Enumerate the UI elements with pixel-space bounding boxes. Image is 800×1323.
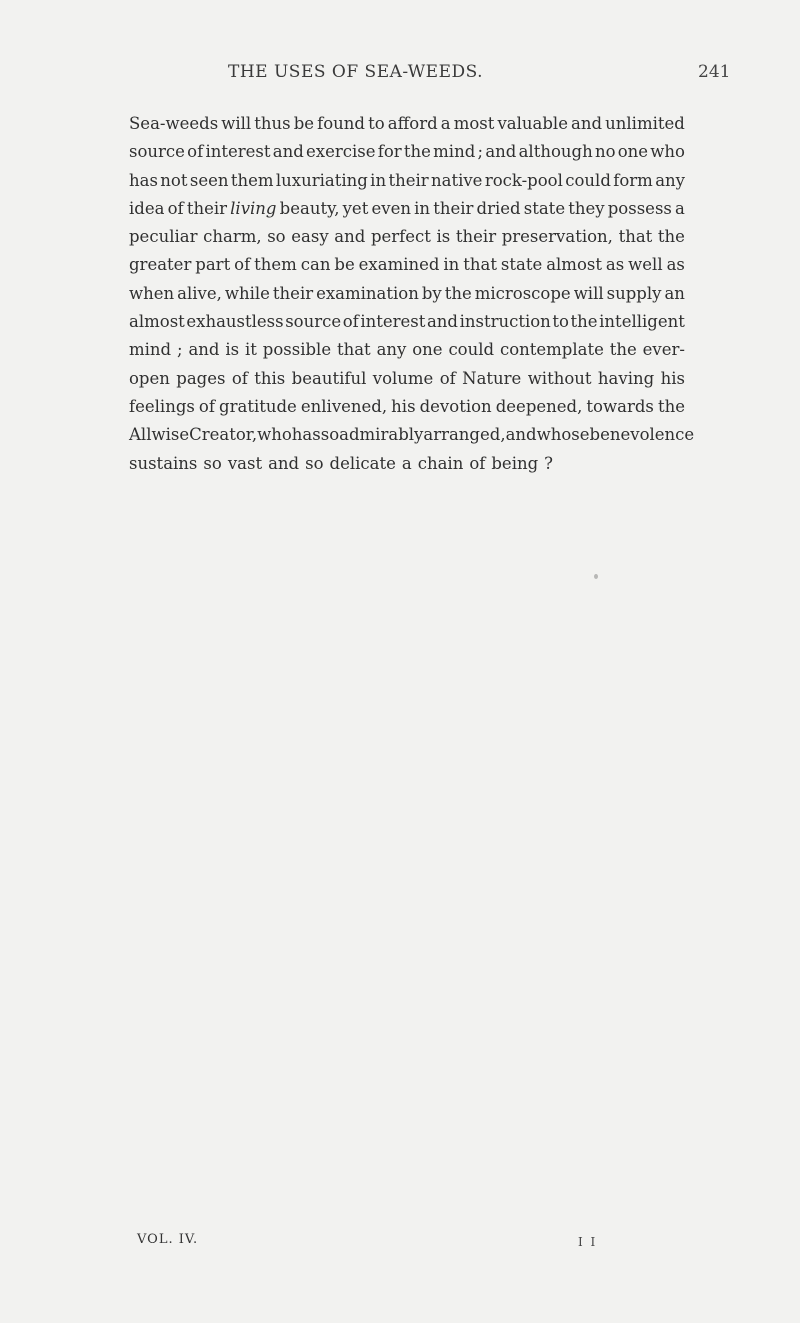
word: beauty, — [279, 198, 340, 218]
word: a — [675, 198, 685, 218]
word: chain — [417, 453, 464, 473]
word: who — [257, 425, 292, 445]
word: benevolence — [589, 425, 695, 445]
word: preservation, — [501, 227, 613, 247]
signature-mark: I I — [578, 1235, 598, 1249]
word: deepened, — [495, 396, 583, 416]
word: for — [377, 142, 402, 162]
word: devotion — [419, 396, 492, 416]
text-line — [129, 421, 695, 449]
word: Allwise — [129, 425, 190, 445]
word: idea — [129, 198, 165, 218]
word: and — [426, 312, 458, 332]
word: exhaustless — [186, 312, 284, 332]
word: their — [186, 198, 227, 218]
word: form — [613, 170, 653, 190]
word: their — [272, 283, 314, 303]
word: and — [485, 142, 517, 162]
word: an — [664, 283, 685, 303]
word: the — [570, 312, 598, 332]
word: will — [573, 283, 604, 303]
word: exercise — [306, 142, 376, 162]
text-line — [129, 450, 685, 478]
word: a — [401, 453, 412, 473]
text-line — [129, 280, 685, 308]
word: dried — [476, 198, 521, 218]
word: state — [500, 255, 543, 275]
word: the — [444, 283, 472, 303]
word: that — [618, 227, 653, 247]
word: and — [272, 142, 304, 162]
word: unlimited — [605, 114, 685, 133]
word: afford — [387, 114, 438, 133]
word: yet — [342, 198, 369, 218]
word: living — [230, 198, 277, 218]
text-line — [129, 336, 685, 364]
word: when — [129, 283, 175, 303]
word: has — [129, 170, 158, 190]
word: ? — [544, 453, 554, 473]
word: ; — [477, 142, 484, 162]
word: in — [414, 198, 431, 218]
word: arranged, — [423, 425, 506, 445]
word: will — [221, 114, 252, 133]
word: part — [195, 255, 231, 275]
word: one — [412, 340, 443, 360]
word: Sea-weeds — [129, 114, 219, 133]
word: almost — [546, 255, 602, 275]
word: feelings — [129, 396, 195, 416]
word: peculiar — [129, 227, 198, 247]
word: possess — [607, 198, 672, 218]
word: ever- — [642, 340, 685, 360]
word: is — [436, 227, 451, 247]
word: the — [657, 396, 685, 416]
word: of — [187, 142, 204, 162]
word: the — [609, 340, 637, 360]
word: is — [225, 340, 240, 360]
word: state — [523, 198, 566, 218]
word: and — [268, 453, 300, 473]
text-line — [129, 110, 685, 138]
word: who — [650, 142, 685, 162]
page-number: 241 — [698, 62, 731, 82]
text-line — [129, 167, 685, 195]
word: so — [305, 453, 324, 473]
word: be — [293, 114, 315, 133]
word: thus — [254, 114, 291, 133]
word: source — [285, 312, 342, 332]
word: volume — [372, 368, 434, 388]
word: alive, — [177, 283, 222, 303]
word: Nature — [462, 368, 522, 388]
word: pages — [176, 368, 226, 388]
text-line — [129, 223, 685, 251]
word: it — [244, 340, 257, 360]
running-head — [0, 62, 800, 92]
word: one — [617, 142, 649, 162]
word: their — [388, 170, 429, 190]
word: seen — [189, 170, 229, 190]
word: as — [666, 255, 685, 275]
word: having — [597, 368, 655, 388]
word: rock-pool — [484, 170, 563, 190]
word: his — [660, 368, 685, 388]
word: be — [334, 255, 355, 275]
word: not — [160, 170, 188, 190]
word: their — [455, 227, 497, 247]
word: by — [421, 283, 442, 303]
word: ; — [177, 340, 183, 360]
word: even — [371, 198, 411, 218]
word: without — [527, 368, 592, 388]
word: well — [628, 255, 663, 275]
word: any — [376, 340, 407, 360]
word: while — [224, 283, 270, 303]
word: they — [568, 198, 605, 218]
word: examined — [358, 255, 440, 275]
text-line — [129, 251, 685, 279]
word: interest — [205, 142, 271, 162]
word: in — [370, 170, 387, 190]
word: their — [433, 198, 474, 218]
word: no — [594, 142, 616, 162]
word: in — [443, 255, 460, 275]
word: could — [448, 340, 495, 360]
running-title: THE USES OF SEA-WEEDS. — [228, 62, 484, 82]
word: native — [430, 170, 483, 190]
word: vast — [227, 453, 263, 473]
word: microscope — [474, 283, 571, 303]
word: has — [291, 425, 321, 445]
word: as — [605, 255, 625, 275]
word: examination — [316, 283, 419, 303]
word: mind — [433, 142, 476, 162]
word: instruction — [459, 312, 551, 332]
word: whose — [536, 425, 590, 445]
word: the — [403, 142, 431, 162]
word: and — [505, 425, 537, 445]
word: easy — [291, 227, 329, 247]
word: them — [230, 170, 274, 190]
word: and — [571, 114, 603, 133]
word: a — [440, 114, 451, 133]
word: Creator, — [189, 425, 258, 445]
word: open — [129, 368, 170, 388]
word: them — [254, 255, 297, 275]
word: found — [317, 114, 365, 133]
word: source — [129, 142, 185, 162]
word: and — [188, 340, 220, 360]
word: this — [254, 368, 286, 388]
word: valuable — [497, 114, 568, 133]
word: could — [565, 170, 611, 190]
word: of — [167, 198, 184, 218]
word: gratitude — [219, 396, 297, 416]
word: so — [320, 425, 340, 445]
page-footer — [0, 1232, 800, 1262]
word: of — [234, 255, 251, 275]
word: being — [491, 453, 539, 473]
word: charm, — [203, 227, 262, 247]
word: to — [368, 114, 385, 133]
body-paragraph — [129, 110, 695, 478]
word: the — [657, 227, 685, 247]
word: towards — [586, 396, 654, 416]
word: and — [334, 227, 366, 247]
word: of — [469, 453, 486, 473]
word: that — [463, 255, 497, 275]
text-line — [129, 365, 685, 393]
text-line — [129, 393, 685, 421]
text-line — [129, 195, 685, 223]
word: interest — [360, 312, 426, 332]
word: beautiful — [291, 368, 367, 388]
word: of — [198, 396, 215, 416]
word: perfect — [370, 227, 431, 247]
word: greater — [129, 255, 192, 275]
word: of — [231, 368, 248, 388]
word: luxuriating — [275, 170, 368, 190]
word: most — [453, 114, 495, 133]
text-line — [129, 138, 685, 166]
word: sustains — [129, 453, 198, 473]
text-line — [129, 308, 685, 336]
word: delicate — [329, 453, 396, 473]
word: his — [391, 396, 416, 416]
word: so — [203, 453, 222, 473]
word: admirably — [339, 425, 424, 445]
word: enlivened, — [300, 396, 388, 416]
word: although — [518, 142, 593, 162]
word: can — [300, 255, 331, 275]
word: so — [267, 227, 286, 247]
word: supply — [606, 283, 662, 303]
signature-volume: VOL. IV. — [137, 1232, 199, 1247]
word: contemplate — [499, 340, 604, 360]
word: of — [439, 368, 456, 388]
word: of — [342, 312, 359, 332]
word: to — [552, 312, 569, 332]
paper-speck — [594, 574, 598, 579]
word: that — [336, 340, 371, 360]
word: mind — [129, 340, 172, 360]
word: intelligent — [599, 312, 685, 332]
word: possible — [262, 340, 332, 360]
word: any — [655, 170, 685, 190]
word: almost — [129, 312, 185, 332]
